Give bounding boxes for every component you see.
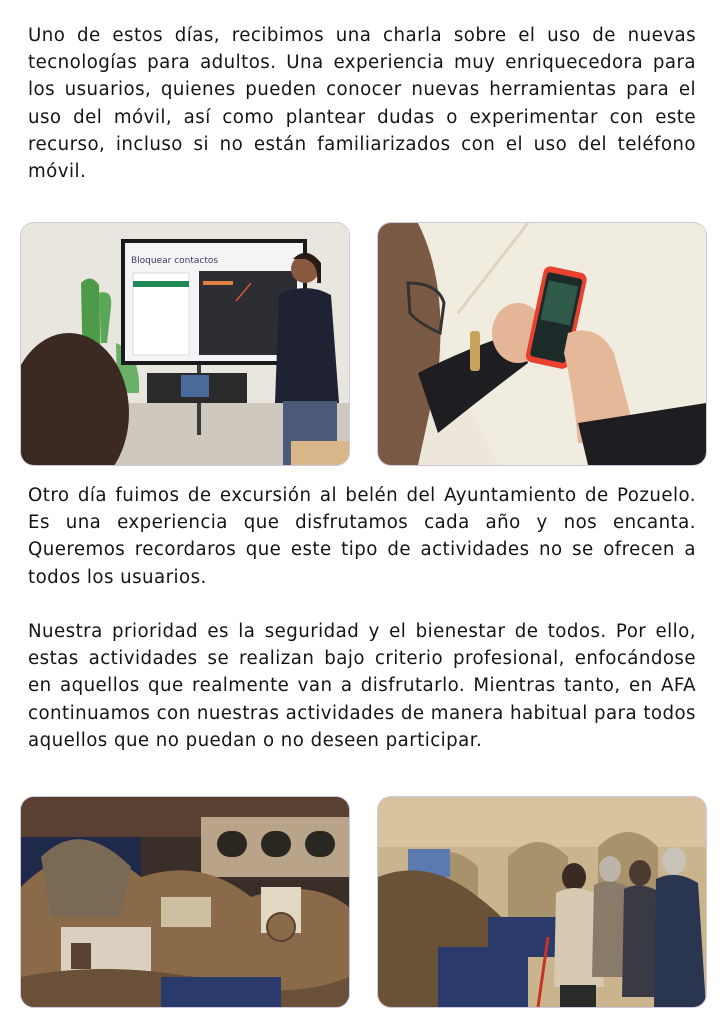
screen-title: Bloquear contactos <box>131 256 219 266</box>
photo-phone-hands <box>377 222 707 466</box>
photo-technology-talk <box>20 222 350 466</box>
photo-nativity-visitors <box>377 796 707 1008</box>
intro-paragraph: Uno de estos días, recibimos una charla sobre el uso de nuevas tecnologías para adultos. Una experiencia muy enriquecedora para los usuarios, quienes pueden conocer nuevas herramientas para el uso del móvil, así como plantear dudas o experimentar con este recurso, incluso si no están familiarizados con el uso del teléfono móvil. <box>28 25 696 183</box>
priority-paragraph: Nuestra prioridad es la seguridad y el bienestar de todos. Por ello, estas actividades se realizan bajo criterio profesional, enfocándose en aquellos que realmente van a disfrutarlo. Mientras tanto, en AFA continuamos con nuestras actividades de manera habitual para todos aquellos que no puedan o no deseen participar. <box>28 621 696 751</box>
excursion-paragraph: Otro día fuimos de excursión al belén del Ayuntamiento de Pozuelo. Es una experiencia que disfrutamos cada año y nos encanta. Queremos recordaros que este tipo de actividades no se ofrecen a todos los usuarios. <box>28 485 696 588</box>
photo-nativity-scene <box>20 796 350 1008</box>
